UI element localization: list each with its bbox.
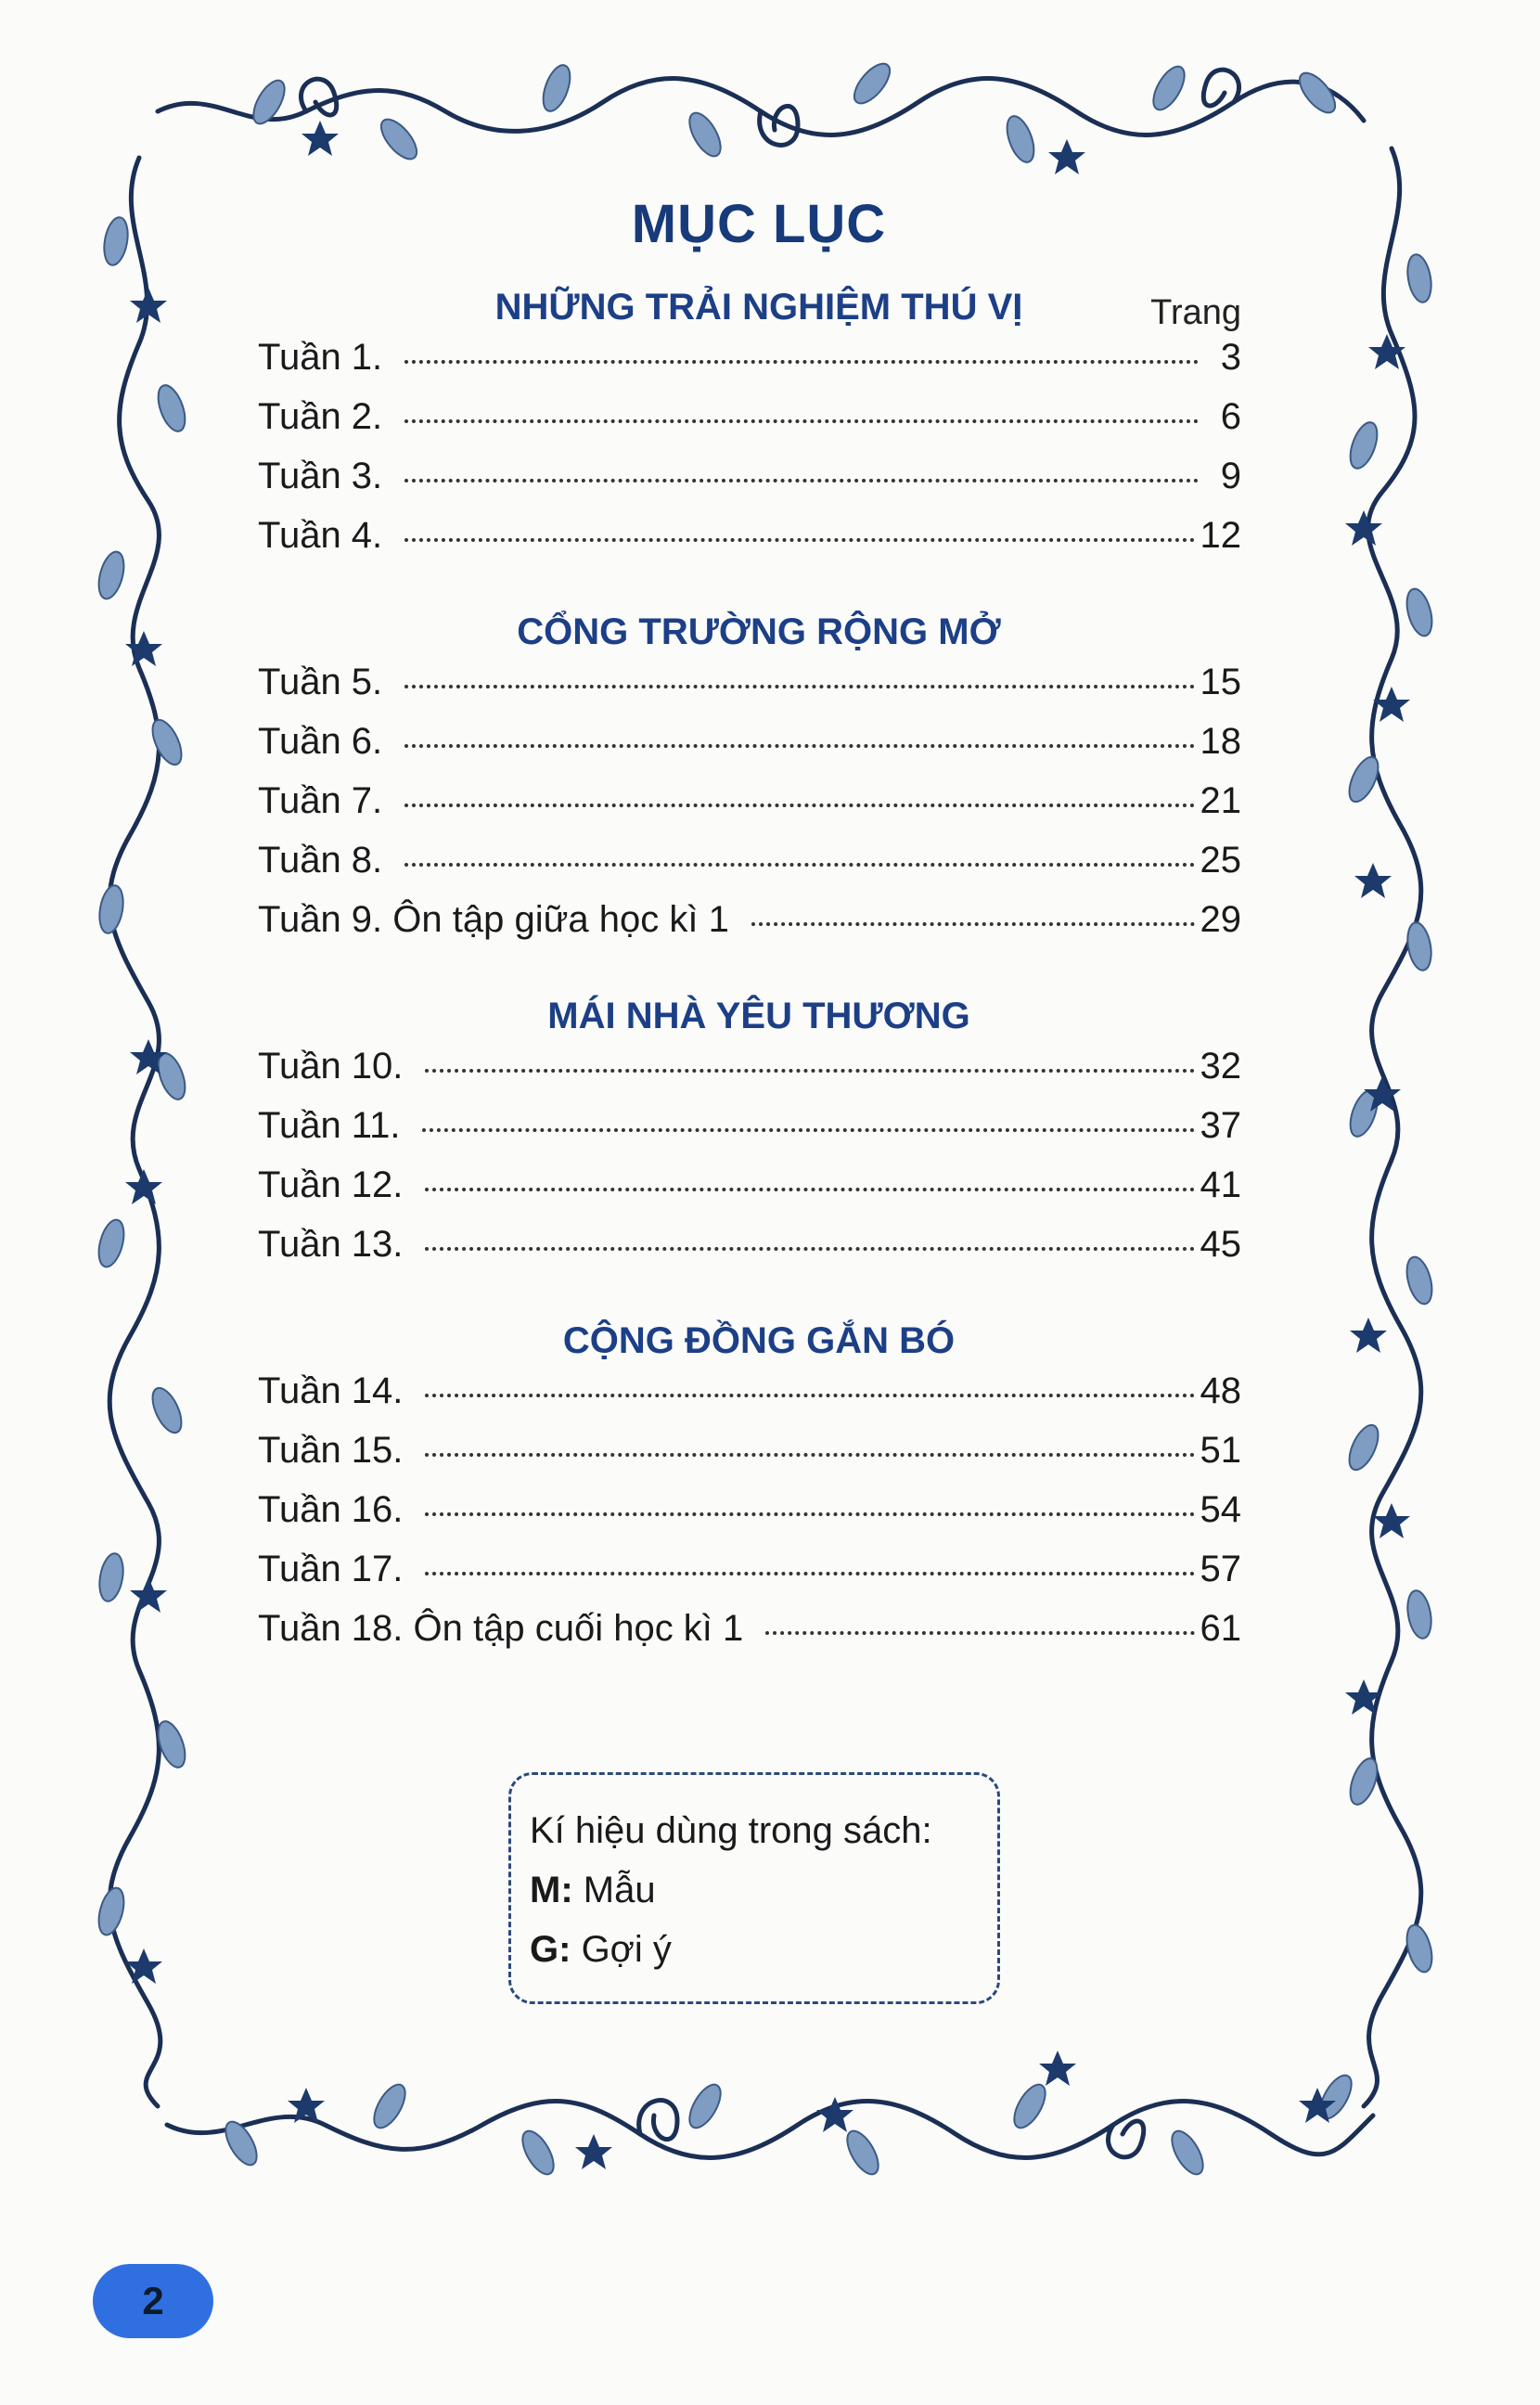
toc-entry xyxy=(258,337,1260,396)
entry-page-number: 3 xyxy=(1220,337,1241,378)
entry-page-number: 32 xyxy=(1200,1046,1241,1087)
entry-page-number: 61 xyxy=(1200,1608,1241,1649)
section-heading xyxy=(258,277,1260,337)
page-column-label: Trang xyxy=(1150,293,1241,332)
entry-label: Tuần 3. xyxy=(258,456,383,496)
toc-entry xyxy=(258,1046,1260,1105)
entry-label: Tuần 8. xyxy=(258,840,383,881)
page-number-badge: 2 xyxy=(93,2264,213,2338)
toc-entry xyxy=(258,396,1260,456)
entry-page-number: 29 xyxy=(1200,899,1241,940)
dot-leader xyxy=(765,1631,1194,1635)
dot-leader xyxy=(404,479,1199,482)
entry-page-number: 15 xyxy=(1200,662,1241,702)
dot-leader xyxy=(751,922,1195,926)
dot-leader xyxy=(422,1128,1194,1132)
section-heading xyxy=(258,1311,1260,1370)
toc-section xyxy=(258,602,1260,958)
entry-label: Tuần 15. xyxy=(258,1430,404,1471)
toc-entry xyxy=(258,1608,1260,1667)
toc-entry xyxy=(258,899,1260,958)
entry-page-number: 25 xyxy=(1200,840,1241,881)
entry-label: Tuần 16. xyxy=(258,1489,404,1530)
dot-leader xyxy=(404,360,1199,364)
toc-entry xyxy=(258,840,1260,899)
entry-page-number: 9 xyxy=(1220,456,1241,496)
entry-label: Tuần 12. xyxy=(258,1164,404,1205)
toc-entry xyxy=(258,780,1260,840)
dot-leader xyxy=(425,1512,1194,1516)
dot-leader xyxy=(404,419,1199,423)
section-heading-text: CỔNG TRƯỜNG RỘNG MỞ xyxy=(517,611,1001,652)
entry-label: Tuần 5. xyxy=(258,662,383,702)
entry-page-number: 37 xyxy=(1200,1105,1241,1146)
legend-title: Kí hiệu dùng trong sách: xyxy=(530,1810,932,1851)
toc-section xyxy=(258,277,1260,574)
entry-page-number: 12 xyxy=(1200,515,1241,556)
dot-leader xyxy=(425,1453,1194,1457)
entry-page-number: 54 xyxy=(1200,1489,1241,1530)
toc-entry xyxy=(258,1105,1260,1164)
toc-entry xyxy=(258,662,1260,721)
table-of-contents xyxy=(258,176,1260,1667)
page-title: MỤC LỤC xyxy=(631,194,887,254)
toc-entry xyxy=(258,1164,1260,1224)
entry-page-number: 51 xyxy=(1200,1430,1241,1471)
dot-leader xyxy=(404,863,1194,867)
toc-entry xyxy=(258,1224,1260,1283)
toc-entry xyxy=(258,515,1260,574)
dot-leader xyxy=(425,1394,1194,1397)
toc-entry xyxy=(258,456,1260,515)
section-heading-text: CỘNG ĐỒNG GẮN BÓ xyxy=(562,1320,956,1361)
entry-label: Tuần 17. xyxy=(258,1549,404,1589)
section-heading xyxy=(258,986,1260,1046)
toc-section xyxy=(258,986,1260,1283)
toc-entry xyxy=(258,1370,1260,1430)
entry-label: Tuần 6. xyxy=(258,721,383,762)
entry-label: Tuần 18. Ôn tập cuối học kì 1 xyxy=(258,1608,744,1649)
entry-label: Tuần 1. xyxy=(258,337,383,378)
dot-leader xyxy=(404,804,1194,807)
entry-page-number: 48 xyxy=(1200,1370,1241,1411)
dot-leader xyxy=(425,1188,1194,1191)
entry-page-number: 41 xyxy=(1200,1164,1241,1205)
toc-sections xyxy=(258,277,1260,1667)
toc-entry xyxy=(258,721,1260,780)
toc-section xyxy=(258,1311,1260,1667)
entry-page-number: 6 xyxy=(1220,396,1241,437)
entry-page-number: 21 xyxy=(1200,780,1241,821)
section-heading-text: MÁI NHÀ YÊU THƯƠNG xyxy=(547,996,970,1036)
entry-page-number: 57 xyxy=(1200,1549,1241,1589)
legend-item: G: Gợi ý xyxy=(530,1929,672,1970)
entry-label: Tuần 14. xyxy=(258,1370,404,1411)
dot-leader xyxy=(404,685,1194,688)
toc-entry xyxy=(258,1430,1260,1489)
toc-entry xyxy=(258,1489,1260,1549)
toc-entry xyxy=(258,1549,1260,1608)
entry-label: Tuần 4. xyxy=(258,515,383,556)
entry-label: Tuần 9. Ôn tập giữa học kì 1 xyxy=(258,899,729,940)
legend-box xyxy=(508,1772,1000,2004)
entry-page-number: 45 xyxy=(1200,1224,1241,1265)
dot-leader xyxy=(425,1247,1194,1251)
dot-leader xyxy=(425,1069,1194,1073)
dot-leader xyxy=(404,538,1194,542)
dot-leader xyxy=(425,1572,1194,1575)
dot-leader xyxy=(404,744,1194,748)
entry-label: Tuần 10. xyxy=(258,1046,404,1087)
entry-label: Tuần 2. xyxy=(258,396,383,437)
entry-label: Tuần 11. xyxy=(258,1105,401,1146)
section-heading-text: NHỮNG TRẢI NGHIỆM THÚ VỊ xyxy=(494,287,1023,328)
section-heading xyxy=(258,602,1260,662)
entry-page-number: 18 xyxy=(1200,721,1241,762)
entry-label: Tuần 13. xyxy=(258,1224,404,1265)
legend-item: M: Mẫu xyxy=(530,1870,656,1910)
entry-label: Tuần 7. xyxy=(258,780,383,821)
